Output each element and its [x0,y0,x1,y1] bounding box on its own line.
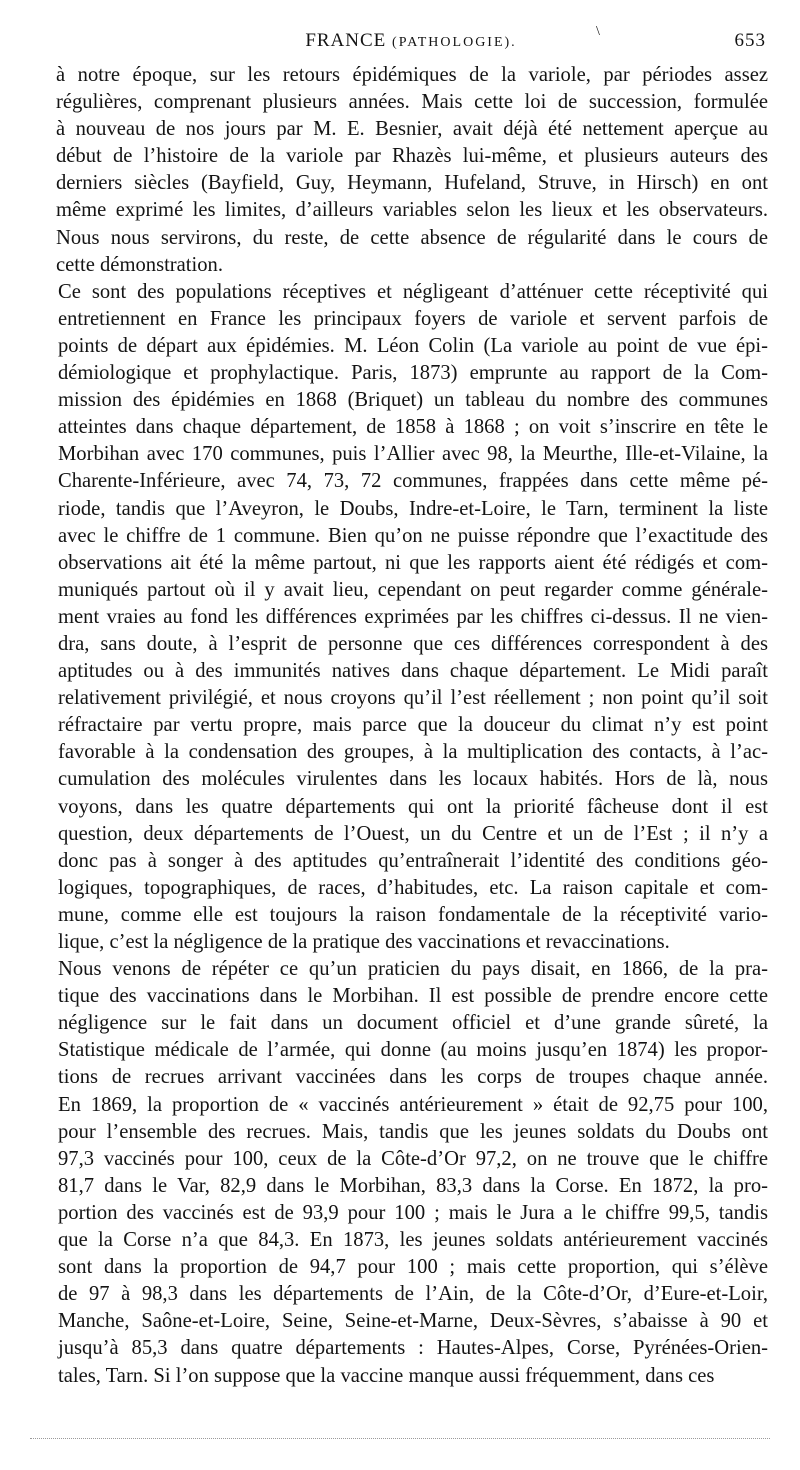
text-line: mune, comme elle est toujours la raison fondamentale de la réceptivité vario- [58,903,768,926]
text-line: jusqu’à 85,3 dans quatre départements : Hautes-Alpes, Corse, Pyrénées-Orien- [58,1337,768,1360]
text-line: voyons, dans les quatre départements qui ont la priorité fâcheuse dont il est [58,795,768,818]
text-line: réfractaire par vertu propre, mais parce que la douceur du climat n’y est point [58,714,768,737]
paragraph [56,62,768,279]
text-line: Statistique médicale de l’armée, qui donne (au moins jusqu’en 1874) les propor- [58,1039,768,1062]
text-line: sont dans la proportion de 94,7 pour 100 ; mais cette proportion, qui s’élève [58,1256,768,1279]
text-line: tique des vaccinations dans le Morbihan. Il est possible de prendre encore cette [58,985,768,1008]
text-line: lique, c’est la négligence de la pratique des vaccinations et revaccinations. [58,931,670,953]
text-line: démiologique et prophylactique. Paris, 1873) emprunte au rapport de la Com- [58,362,768,385]
header-title-main: FRANCE [305,30,387,51]
text-line: Nous venons de répéter ce qu’un praticien du pays disait, en 1866, de la pra- [58,958,768,981]
text-line: Ce sont des populations réceptives et négligeant d’atténuer cette réceptivité qui [58,280,768,303]
text-line: donc pas à songer à des aptitudes qu’entraînerait l’identité des conditions géo- [58,849,768,872]
text-line: question, deux départements de l’Ouest, un du Centre et un de l’Est ; il n’y a [58,822,768,845]
text-line: logiques, topographiques, de races, d’habitudes, etc. La raison capitale et com- [58,876,768,899]
text-line: négligence sur le fait dans un document officiel et d’une grande sûreté, la [58,1012,768,1035]
text-line: relativement privilégié, et nous croyons qu’il l’est réellement ; non point qu’il soit [58,687,768,710]
text-line: points de départ aux épidémies. M. Léon Colin (La variole au point de vue épi- [58,334,768,357]
body-text [56,62,768,1390]
header-title-sub: (PATHOLOGIE). [392,35,517,50]
paragraph [56,279,768,956]
paragraph [56,956,768,1390]
header-mark: \ [596,24,601,39]
text-line: cette démonstration. [56,253,223,276]
text-line: muniqués partout où il y avait lieu, cependant on peut regarder comme générale- [58,578,768,601]
text-line: dra, sans doute, à l’esprit de personne que ces différences correspondent à des [58,632,768,655]
text-line: Charente-Inférieure, avec 74, 73, 72 communes, frappées dans cette même pé- [58,470,768,493]
text-line: pour l’ensemble des recrues. Mais, tandis que les jeunes soldats du Doubs ont [58,1120,768,1143]
text-line: même exprimé les limites, d’ailleurs variables selon les lieux et les observateurs. [56,199,768,222]
footer-rule [30,1438,770,1439]
running-header [56,24,766,56]
text-line: portion des vaccinés est de 93,9 pour 100 ; mais le Jura a le chiffre 99,5, tandis [58,1201,768,1224]
text-line: début de l’histoire de la variole par Rhazès lui-même, et plusieurs auteurs des [56,145,768,168]
text-line: régulières, comprenant plusieurs années. Mais cette loi de succession, formulée [56,91,768,114]
text-line: atteintes dans chaque département, de 1858 à 1868 ; on voit s’inscrire en tête le [58,416,768,439]
text-line: entretiennent en France les principaux foyers de variole et servent parfois de [58,307,768,330]
text-line: Manche, Saône-et-Loire, Seine, Seine-et-Marne, Deux-Sèvres, s’abaisse à 90 et [58,1310,768,1333]
text-line: avec le chiffre de 1 commune. Bien qu’on ne puisse répondre que l’exactitude des [58,524,768,547]
text-line: favorable à la condensation des groupes, à la multiplication des contacts, à l’ac- [58,741,768,764]
text-line: mission des épidémies en 1868 (Briquet) un tableau du nombre des communes [58,389,768,412]
text-line: cumulation des molécules virulentes dans les locaux habités. Hors de là, nous [58,768,768,791]
text-line: riode, tandis que l’Aveyron, le Doubs, Indre-et-Loire, le Tarn, terminent la liste [58,497,768,520]
text-line: derniers siècles (Bayfield, Guy, Heymann, Hufeland, Struve, in Hirsch) en ont [56,172,768,195]
text-line: Morbihan avec 170 communes, puis l’Allier avec 98, la Meurthe, Ille-et-Vilaine, la [58,443,768,466]
text-line: Nous nous servirons, du reste, de cette absence de régularité dans le cours de [56,226,768,249]
text-line: En 1869, la proportion de « vaccinés antérieurement » était de 92,75 pour 100, [58,1093,768,1116]
text-line: aptitudes ou à des immunités natives dans chaque département. Le Midi paraît [58,660,768,683]
text-line: ment vraies au fond les différences exprimées par les chiffres ci-dessus. Il ne vien- [58,605,768,628]
text-line: que la Corse n’a que 84,3. En 1873, les jeunes soldats antérieurement vaccinés [58,1229,768,1252]
text-line: 97,3 vaccinés pour 100, ceux de la Côte-d’Or 97,2, on ne trouve que le chiffre [58,1147,768,1170]
text-line: observations ait été la même partout, ni que les rapports aient été rédigés et com- [58,551,768,574]
text-line: de 97 à 98,3 dans les départements de l’Ain, de la Côte-d’Or, d’Eure-et-Loir, [58,1283,768,1306]
text-line: tales, Tarn. Si l’on suppose que la vaccine manque aussi fréquemment, dans ces [58,1364,715,1387]
text-line: tions de recrues arrivant vaccinées dans les corps de troupes chaque année. [58,1066,768,1089]
text-line: à nouveau de nos jours par M. E. Besnier, avait déjà été nettement aperçue au [56,118,768,141]
page-number: 653 [734,30,766,51]
text-line: à notre époque, sur les retours épidémiques de la variole, par périodes assez [56,64,768,86]
header-title [56,30,766,52]
text-line: 81,7 dans le Var, 82,9 dans le Morbihan, 83,3 dans la Corse. En 1872, la pro- [58,1174,768,1197]
